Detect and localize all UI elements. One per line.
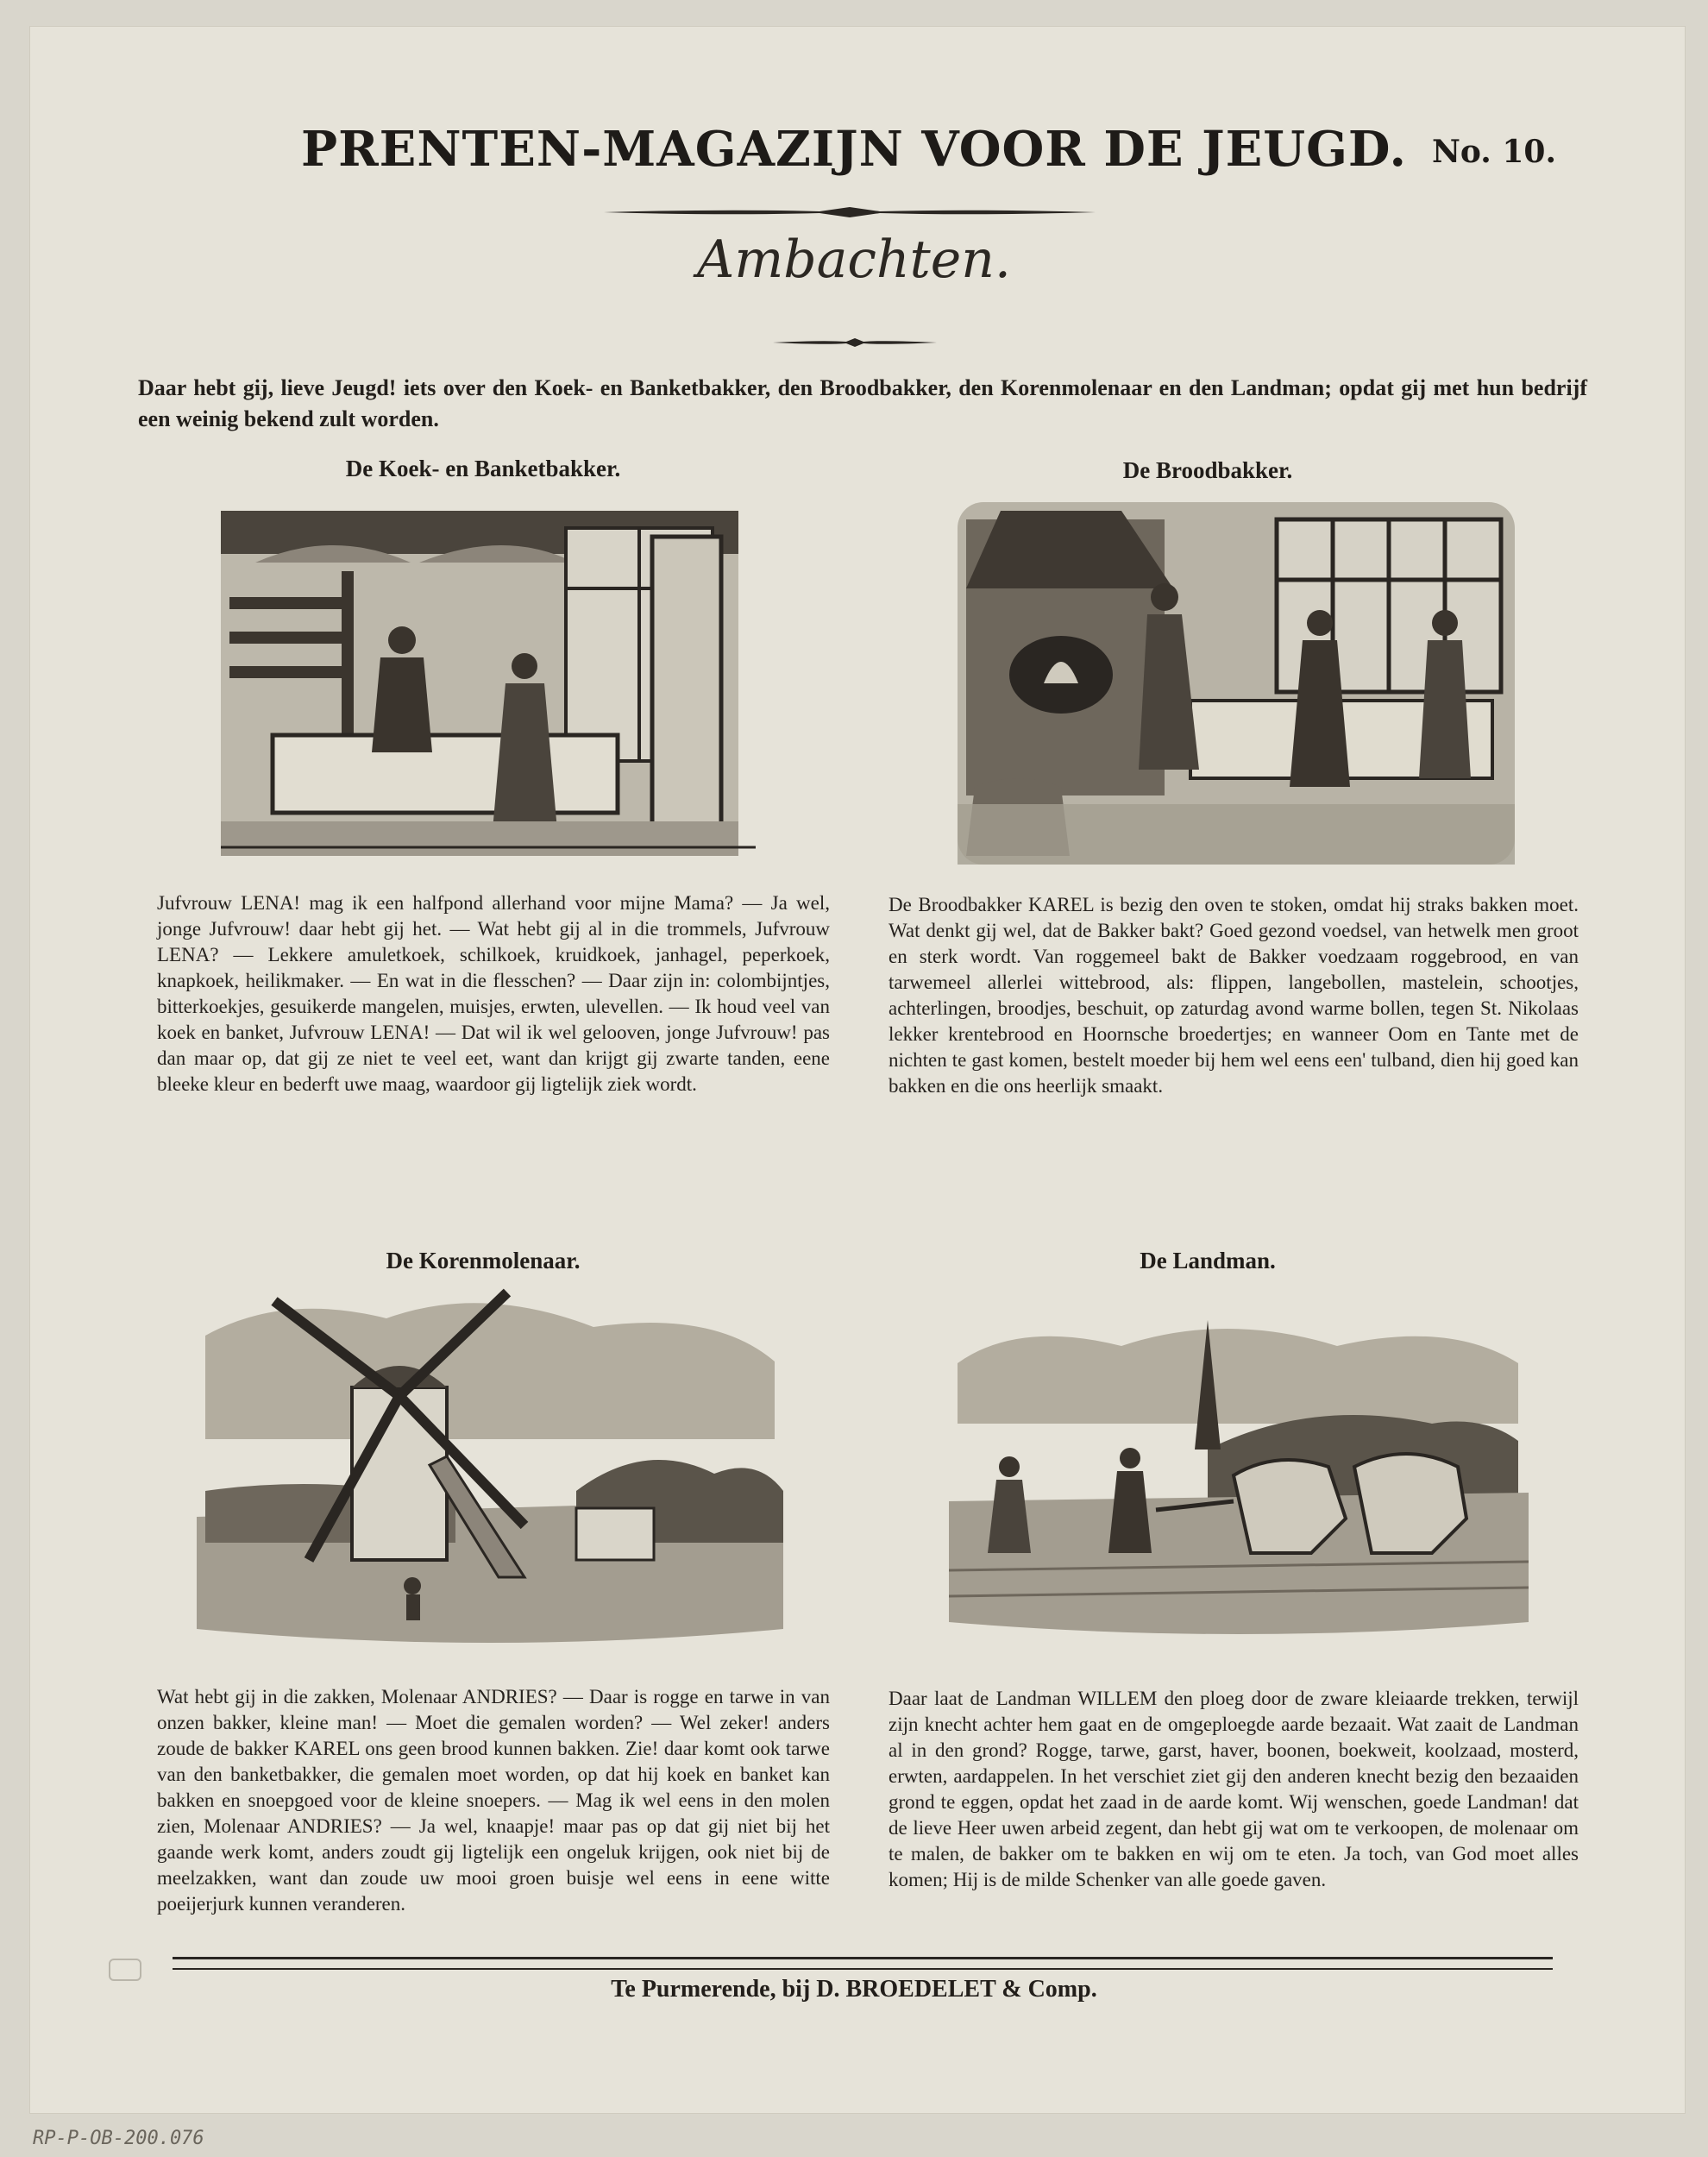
intro-paragraph: Daar hebt gij, lieve Jeugd! iets over den Koek- en Banketbakker, den Broodbakker, den Korenmolenaar en den Landman; opdat gij met hun bedrijf een weinig bekend zult worden. bbox=[138, 375, 1587, 431]
engraving-confectioner-shop bbox=[204, 494, 773, 882]
caption-korenmolenaar: Wat hebt gij in die zakken, Molenaar ANDRIES? — Daar is rogge en tarwe in van onzen bakker, kleine man! — Moet die gemalen worden? — Wel zeker! anders zoude de bakker KAREL ons geen brood kunnen bakken. Zie! daar komt ook tarwe van den banketbakker, die gemalen moet worden, op dat hij koek en banket kan bakken en snoepgoed voor de kleine snoepers. — Mag ik wel eens in den molen zien, Molenaar ANDRIES? — Ja wel, knaapje! maar pas op dat gij niet bij het gaande werk komt, anders zoudt gij ligtelijk een ongeluk krijgen, ook niet bij de meelzakken, want dan zoude uw mooi groen buisje wel eens in eene witte poeijerjurk kunnen veranderen. bbox=[157, 1686, 830, 1915]
engraving-bakery-oven bbox=[949, 494, 1523, 884]
inventory-number: RP-P-OB-200.076 bbox=[33, 2128, 204, 2149]
ornamental-rule bbox=[604, 204, 1096, 221]
small-ornamental-rule bbox=[773, 336, 937, 349]
caption-landman: Daar laat de Landman WILLEM den ploeg door de zware kleiaarde trekken, terwijl zijn knecht achter hem gaat en de omgeploegde aarde bezaait. Wat zaait de Landman al in den grond? Rogge, tarwe, garst, haver, boonen, boekweit, koolzaad, mosterd, erwten, aardappelen. In het verschiet ziet gij den anderen knecht bezig den bezaaiden grond te eggen, opdat het zaad in de aarde komt. Wij wenschen, goede Landman! dat de lieve Heer uwen arbeid zegent, dan hebt gij wat om te verkoopen, de molenaar om te malen, de bakker om te bakken en wij om te eten. Ja toch, van God moet alles komen; Hij is de milde Schenker van alle goede gaven. bbox=[889, 1688, 1579, 1890]
panel-title-broodbakker: De Broodbakker. bbox=[1122, 457, 1293, 483]
panel-title-landman: De Landman. bbox=[1140, 1248, 1276, 1273]
panel-title-banketbakker: De Koek- en Banketbakker. bbox=[345, 456, 621, 481]
engraving-plowing-field bbox=[949, 1294, 1529, 1646]
engraving-windmill bbox=[197, 1284, 783, 1657]
section-heading: Ambachten. bbox=[697, 230, 1011, 290]
footer-rule bbox=[173, 1957, 1553, 1970]
issue-number: No. 10. bbox=[1432, 134, 1556, 170]
caption-banketbakker: Jufvrouw LENA! mag ik een halfpond allerhand voor mijne Mama? — Ja wel, jonge Jufvrouw! daar hebt gij het. — Wat hebt gij al in die trommels, Jufvrouw LENA? — Lekkere amuletkoek, schilkoek, kruidkoek, janhagel, peperkoek, knapkoek, heilikmaker. — En wat in die flesschen? — Daar zijn in: colombijntjes, bitterkoekjes, gesuikerde mangelen, muisjes, erwten, ulevellen. — Ik houd veel van koek en banket, Jufvrouw LENA! — Dat wil ik wel gelooven, jonge Jufvrouw! pas dan maar op, dat gij ze niet te veel eet, want dan krijgt gij zwarte tanden, eene bleeke kleur en bederft uwe maag, waardoor gij ligtelijk ziek wordt. bbox=[157, 892, 830, 1095]
panel-title-korenmolenaar: De Korenmolenaar. bbox=[386, 1248, 581, 1273]
publisher-imprint: Te Purmerende, bij D. BROEDELET & Comp. bbox=[611, 1976, 1097, 2003]
page-title: PRENTEN-MAGAZIJN VOOR DE JEUGD. bbox=[301, 121, 1407, 178]
caption-broodbakker: De Broodbakker KAREL is bezig den oven te stoken, omdat hij straks bakken moet. Wat denkt gij wel, dat de Bakker bakt? Goed gezond voedsel, van hetwelk men groot en sterk wordt. Van roggemeel bakt de Bakker voedzaam roggebrood, en van tarwemeel allerlei wittebrood, als: flippen, langebollen, mastelein, schootjes, achterlingen, broodjes, beschuit, op zaturdag avond warme bollen, tegen St. Nikolaas lekker krentebrood en Hoornsche broedertjes; en wanneer Oom en Tante met de nichten te gast komen, bestelt moeder bij hem wel eens een' tulband, dien hij goed kan bakken en die ons heerlijk smaakt. bbox=[889, 894, 1579, 1097]
